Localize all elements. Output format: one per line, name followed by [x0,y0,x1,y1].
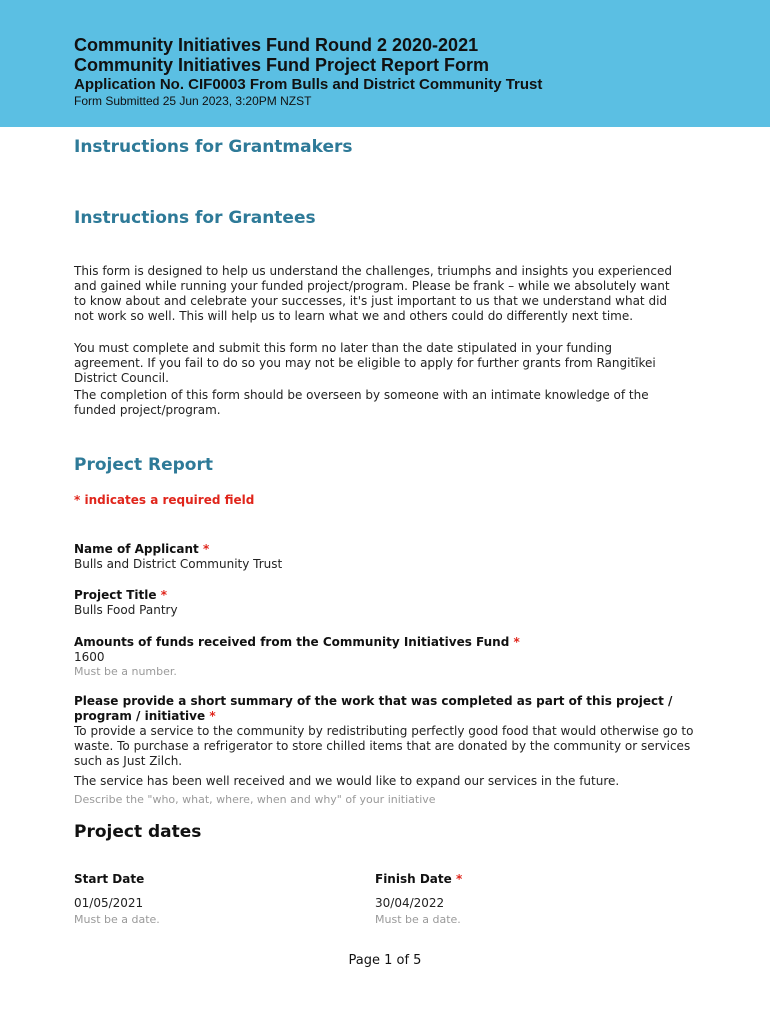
required-marker: * [455,872,463,886]
start-date-value: 01/05/2021 [74,896,144,910]
project-title-label: Project Title * [74,588,167,602]
required-marker: * [513,635,520,649]
finish-date-value: 30/04/2022 [375,896,445,910]
applicant-value: Bulls and District Community Trust [74,557,283,571]
summary-value-paragraph-1: To provide a service to the community by redistributing perfectly good food that would otherwise go to waste. To purchase a refrigerator to store chilled items that are donated by the community or services such as Just Zilch. [74,724,694,768]
grantees-heading: Instructions for Grantees [74,208,316,228]
submission-timestamp: Form Submitted 25 Jun 2023, 3:20PM NZST [74,94,312,108]
project-title-value: Bulls Food Pantry [74,603,178,617]
start-date-label: Start Date [74,872,145,886]
finish-date-hint: Must be a date. [375,913,461,926]
application-number: Application No. CIF0003 From Bulls and District Community Trust [74,76,543,93]
summary-value-paragraph-2: The service has been well received and we would like to expand our services in the future. [74,774,620,788]
grantees-instructions-paragraph-3: The completion of this form should be overseen by someone with an intimate knowledge of the funded project/program. [74,388,649,417]
required-field-note: * indicates a required field [74,493,255,507]
project-report-heading: Project Report [74,455,213,475]
funds-amount-hint: Must be a number. [74,665,177,678]
summary-hint: Describe the "who, what, where, when and why" of your initiative [74,793,436,806]
grantees-instructions-paragraph-1: This form is designed to help us understand the challenges, triumphs and insights you experienced and gained while running your funded project/program. Please be frank – while we absolutely want to know about and celebrate your successes, it's just important to us that we understand what did not work so well. This will help us to learn what we and others could do differently next time. [74,264,672,323]
start-date-hint: Must be a date. [74,913,160,926]
page-number: Page 1 of 5 [348,953,422,968]
applicant-label: Name of Applicant * [74,542,210,556]
form-title: Community Initiatives Fund Project Report Form [74,55,490,75]
finish-date-label: Finish Date * [375,872,463,886]
grantees-instructions-paragraph-2: You must complete and submit this form no later than the date stipulated in your funding agreement. If you fail to do so you may not be eligible to apply for further grants from Rangitīkei District Council. [74,341,656,385]
required-marker: * [160,588,167,602]
project-dates-heading: Project dates [74,822,202,842]
form-round-title: Community Initiatives Fund Round 2 2020-2021 [74,35,479,55]
grantmakers-heading: Instructions for Grantmakers [74,137,353,157]
form-header-banner [0,0,770,127]
funds-amount-value: 1600 [74,650,105,664]
funds-amount-label: Amounts of funds received from the Community Initiatives Fund * [74,635,520,649]
required-marker: * [202,542,210,556]
summary-label: Please provide a short summary of the work that was completed as part of this project / program / initiative * [74,694,673,723]
required-marker: * [209,709,216,723]
